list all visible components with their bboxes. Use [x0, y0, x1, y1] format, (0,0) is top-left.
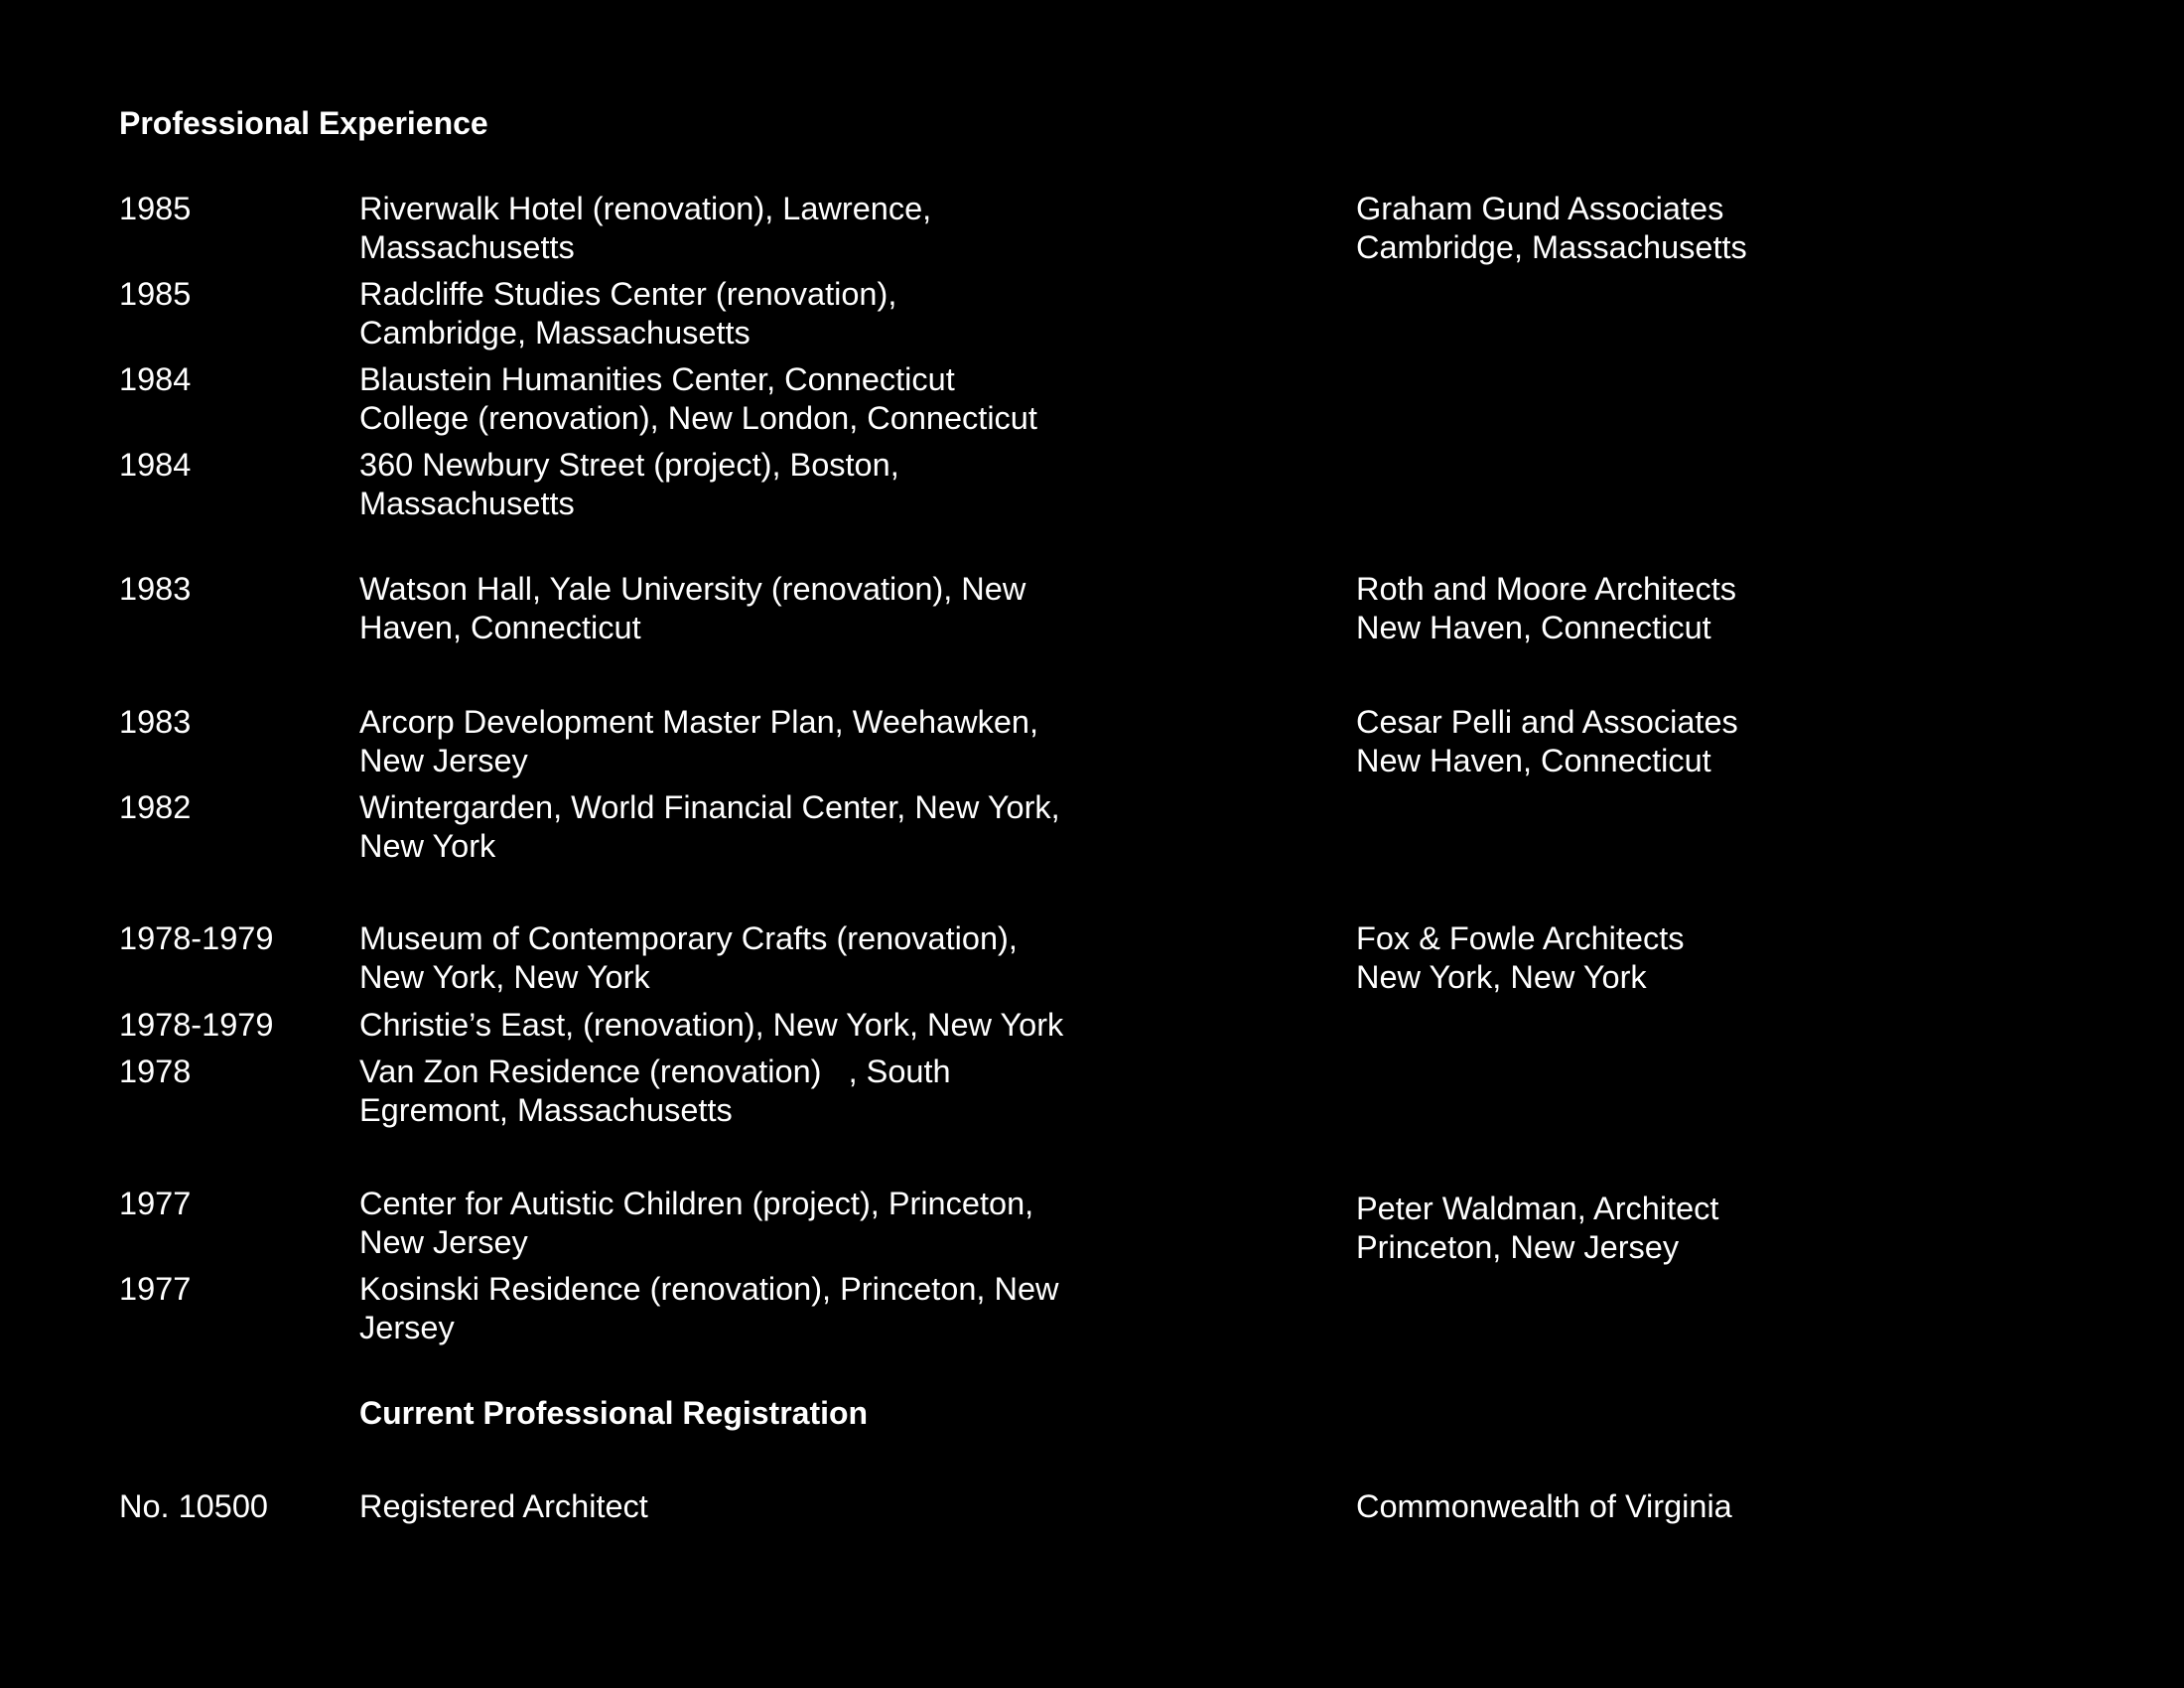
entry-project-line: College (renovation), New London, Connecticut: [359, 400, 1037, 436]
entry-year: 1984: [119, 447, 192, 483]
registration-number: No. 10500: [119, 1488, 268, 1524]
registration-role: Registered Architect: [359, 1488, 648, 1524]
entry-project-line: Christie’s East, (renovation), New York, New York: [359, 1007, 1064, 1043]
entry-year: 1978: [119, 1054, 192, 1089]
entry-firm-name: Graham Gund Associates: [1356, 191, 1724, 226]
entry-project-line: 360 Newbury Street (project), Boston,: [359, 447, 899, 483]
entry-project-line: Massachusetts: [359, 229, 575, 265]
entry-project-line: New York: [359, 828, 496, 864]
entry-project-line: Cambridge, Massachusetts: [359, 315, 751, 351]
entry-firm-location: New Haven, Connecticut: [1356, 610, 1711, 645]
entry-project-line: Riverwalk Hotel (renovation), Lawrence,: [359, 191, 932, 226]
entry-year: 1983: [119, 571, 192, 607]
entry-project-line: New Jersey: [359, 1224, 528, 1260]
entry-project-line: Wintergarden, World Financial Center, New York,: [359, 789, 1060, 825]
entry-project-line: New York, New York: [359, 959, 650, 995]
entry-firm-name: Cesar Pelli and Associates: [1356, 704, 1738, 740]
entry-year: 1982: [119, 789, 192, 825]
entry-year: 1983: [119, 704, 192, 740]
entry-project-line: Kosinski Residence (renovation), Princeton, New: [359, 1271, 1059, 1307]
registration-title: Current Professional Registration: [359, 1395, 869, 1431]
entry-project-line: Massachusetts: [359, 486, 575, 521]
entry-year: 1978-1979: [119, 920, 274, 956]
entry-firm-name: Peter Waldman, Architect: [1356, 1191, 1719, 1226]
entry-firm-location: New York, New York: [1356, 959, 1647, 995]
entry-project-line: Egremont, Massachusetts: [359, 1092, 733, 1128]
entry-year: 1977: [119, 1271, 192, 1307]
entry-project-line: Radcliffe Studies Center (renovation),: [359, 276, 897, 312]
entry-project-line: Jersey: [359, 1310, 455, 1345]
entry-project-line: Haven, Connecticut: [359, 610, 641, 645]
section-title: Professional Experience: [119, 105, 488, 141]
entry-year: 1978-1979: [119, 1007, 274, 1043]
entry-year: 1985: [119, 276, 192, 312]
entry-firm-name: Fox & Fowle Architects: [1356, 920, 1685, 956]
entry-firm-location: New Haven, Connecticut: [1356, 743, 1711, 778]
entry-project-line: Blaustein Humanities Center, Connecticut: [359, 361, 955, 397]
entry-year: 1985: [119, 191, 192, 226]
entry-year: 1977: [119, 1186, 192, 1221]
entry-project-line: Arcorp Development Master Plan, Weehawken,: [359, 704, 1039, 740]
registration-jurisdiction: Commonwealth of Virginia: [1356, 1488, 1732, 1524]
entry-firm-location: Princeton, New Jersey: [1356, 1229, 1680, 1265]
entry-project-line: Center for Autistic Children (project), Princeton,: [359, 1186, 1034, 1221]
entry-year: 1984: [119, 361, 192, 397]
entry-project-line: Van Zon Residence (renovation) , South: [359, 1054, 951, 1089]
entry-project-line: Watson Hall, Yale University (renovation), New: [359, 571, 1026, 607]
entry-project-line: Museum of Contemporary Crafts (renovation),: [359, 920, 1018, 956]
entry-firm-location: Cambridge, Massachusetts: [1356, 229, 1747, 265]
entry-project-line: New Jersey: [359, 743, 528, 778]
entry-firm-name: Roth and Moore Architects: [1356, 571, 1736, 607]
